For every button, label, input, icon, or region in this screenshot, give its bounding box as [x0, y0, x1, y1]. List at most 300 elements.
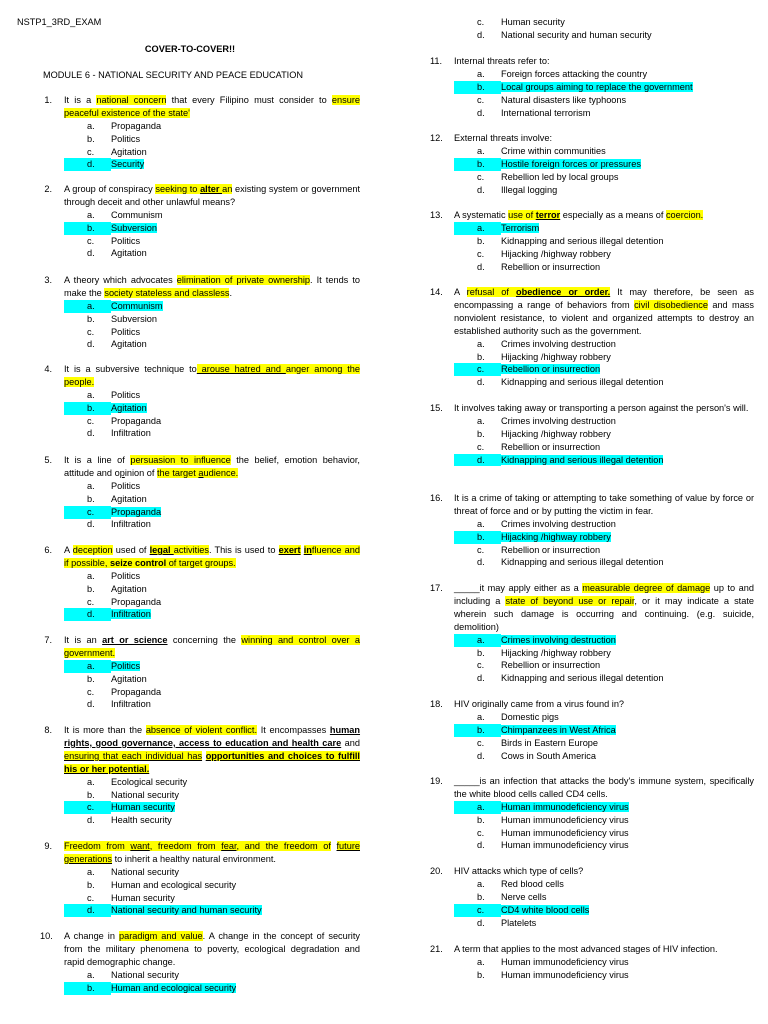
option-text: National security and human security — [501, 29, 652, 40]
option-letter: a. — [64, 660, 111, 673]
answer-option — [64, 506, 360, 519]
answer-option — [64, 300, 360, 313]
question-stem: A change in paradigm and value. A change in the concept of security from the military phenomena to poverty, ecological degradation and rapid demographic change. — [64, 931, 360, 967]
question-item — [430, 775, 754, 852]
option-letter: d. — [477, 917, 485, 928]
answer-option — [64, 776, 360, 789]
answer-option — [454, 376, 754, 389]
answer-option — [454, 659, 754, 672]
option-text: Natural disasters like typhoons — [501, 94, 627, 105]
answer-option — [454, 222, 754, 235]
option-letter: a. — [87, 866, 95, 877]
answer-option — [454, 839, 754, 852]
answer-option — [454, 724, 754, 737]
question-number: 13. — [430, 210, 443, 220]
answer-option — [64, 222, 360, 235]
emphasis: persuasion to influence — [130, 455, 231, 465]
option-letter: a. — [477, 878, 485, 889]
answer-option — [454, 814, 754, 827]
answer-option — [454, 518, 754, 531]
correct-answer-text: National security and human security — [111, 905, 262, 916]
answer-option — [454, 261, 754, 274]
option-text: Rebellion or insurrection — [501, 544, 601, 555]
answer-option — [64, 415, 360, 428]
option-text: Human security — [501, 17, 565, 27]
answer-option — [64, 608, 360, 621]
option-letter: b. — [454, 158, 501, 171]
option-text: Nerve cells — [501, 891, 547, 902]
option-text: Birds in Eastern Europe — [501, 737, 599, 748]
option-letter: c. — [87, 415, 95, 426]
answer-option — [454, 647, 754, 660]
emphasis: winning and control over a government. — [64, 635, 360, 658]
option-letter: d. — [477, 107, 485, 118]
emphasis: coercion. — [665, 210, 704, 220]
emphasis: art or science — [102, 635, 168, 645]
answer-options — [64, 209, 360, 261]
emphasis: Freedom from — [64, 841, 131, 851]
option-letter: a. — [454, 634, 501, 647]
question-stem: HIV attacks which type of cells? — [454, 866, 584, 876]
emphasis: measurable degree of damage — [582, 583, 711, 593]
option-letter: c. — [477, 248, 485, 259]
answer-option — [454, 363, 754, 376]
answer-options — [64, 120, 360, 172]
answer-options — [64, 480, 360, 532]
emphasis: arouse hatred and — [196, 364, 286, 374]
question-stem: A theory which advocates elimination of private ownership. It tends to make the society stateless and classless. — [64, 275, 360, 298]
emphasis: absence of violent conflict. — [145, 725, 257, 735]
answer-option — [64, 493, 360, 506]
question-item — [430, 16, 754, 42]
option-text: Illegal logging — [501, 184, 558, 195]
question-number: 2. — [44, 184, 52, 194]
answer-option — [454, 801, 754, 814]
correct-answer-text: Human immunodeficiency virus — [501, 801, 629, 812]
option-letter: c. — [454, 904, 501, 917]
page-header: NSTP1_3RD_EXAM — [17, 17, 102, 27]
answer-option — [454, 556, 754, 569]
answer-option — [64, 673, 360, 686]
question-item — [40, 930, 360, 995]
question-stem: A term that applies to the most advanced stages of HIV infection. — [454, 944, 718, 954]
answer-option — [454, 711, 754, 724]
answer-option — [454, 750, 754, 763]
option-text: Human immunodeficiency virus — [501, 969, 629, 980]
emphasis: civil disobedience — [634, 299, 708, 310]
answer-option — [454, 878, 754, 891]
answer-options — [454, 801, 754, 853]
answer-options — [454, 338, 754, 390]
option-text: Propaganda — [111, 686, 162, 697]
answer-option — [454, 415, 754, 428]
correct-answer-text: Politics — [111, 660, 141, 671]
answer-option — [64, 801, 360, 814]
option-text: Agitation — [111, 583, 147, 594]
option-letter: d. — [64, 158, 111, 171]
question-item — [40, 274, 360, 351]
option-letter: d. — [64, 608, 111, 621]
option-letter: b. — [64, 402, 111, 415]
question-item — [430, 209, 754, 273]
option-letter: b. — [477, 235, 485, 246]
answer-options — [64, 300, 360, 352]
emphasis: want — [130, 841, 150, 851]
question-item — [40, 363, 360, 440]
option-text: Foreign forces attacking the country — [501, 68, 648, 79]
option-text: Human immunodeficiency virus — [501, 840, 629, 851]
answer-option — [454, 351, 754, 364]
option-text: Crimes involving destruction — [501, 415, 616, 426]
answer-option — [454, 904, 754, 917]
module-title: MODULE 6 - NATIONAL SECURITY AND PEACE EDUCATION — [43, 70, 304, 80]
option-letter: b. — [87, 673, 95, 684]
answer-option — [64, 247, 360, 260]
option-letter: d. — [87, 339, 95, 350]
emphasis: , freedom from — [149, 841, 222, 851]
option-letter: a. — [477, 338, 485, 349]
answer-option — [64, 313, 360, 326]
correct-answer-text: Hostile foreign forces or pressures — [501, 158, 641, 169]
option-text: Crimes involving destruction — [501, 518, 616, 529]
question-item — [430, 492, 754, 569]
question-number: 20. — [430, 866, 443, 876]
option-text: Human and ecological security — [111, 879, 237, 890]
answer-option — [454, 158, 754, 171]
option-letter: d. — [477, 840, 485, 851]
question-stem: It is a line of persuasion to influence the belief, emotion behavior, attitude and opinion of the target audience. — [64, 455, 360, 478]
option-text: Communism — [111, 209, 163, 220]
correct-answer-text: Communism — [111, 300, 163, 311]
emphasis: seeking to — [155, 184, 201, 194]
answer-option — [64, 209, 360, 222]
question-item — [430, 582, 754, 685]
correct-answer-text: Rebellion or insurrection — [501, 364, 601, 375]
answer-options — [454, 956, 754, 982]
option-letter: a. — [87, 389, 95, 400]
option-letter: d. — [87, 699, 95, 710]
option-letter: a. — [87, 570, 95, 581]
answer-option — [454, 29, 754, 42]
option-text: Rebellion or insurrection — [501, 441, 601, 452]
option-letter: d. — [477, 673, 485, 684]
option-text: Rebellion or insurrection — [501, 660, 601, 671]
question-item — [40, 454, 360, 531]
option-text: Hijacking /highway robbery — [501, 428, 611, 439]
answer-option — [454, 891, 754, 904]
emphasis: society stateless and classless — [104, 287, 230, 298]
question-number: 18. — [430, 699, 443, 709]
answer-options — [64, 776, 360, 828]
emphasis: state of beyond use or repair — [505, 595, 635, 606]
question-item — [430, 402, 754, 466]
emphasis: fear — [221, 841, 237, 851]
answer-option — [454, 338, 754, 351]
question-number: 7. — [44, 635, 52, 645]
correct-answer-text: Security — [111, 159, 145, 170]
question-number: 9. — [44, 841, 52, 851]
question-number: 14. — [430, 287, 443, 297]
option-text: Human immunodeficiency virus — [501, 827, 629, 838]
question-number: 21. — [430, 944, 443, 954]
option-letter: b. — [477, 428, 485, 439]
answer-option — [64, 596, 360, 609]
option-letter: b. — [477, 814, 485, 825]
option-text: Crimes involving destruction — [501, 338, 616, 349]
option-text: Human immunodeficiency virus — [501, 956, 629, 967]
answer-option — [64, 389, 360, 402]
option-letter: c. — [477, 544, 485, 555]
option-letter: b. — [477, 351, 485, 362]
answer-option — [64, 879, 360, 892]
answer-option — [64, 814, 360, 827]
answer-options — [64, 969, 360, 995]
option-letter: a. — [87, 480, 95, 491]
emphasis: ensuring that each individual has — [64, 750, 203, 761]
emphasis: , and the freedom of — [236, 841, 331, 851]
question-number: 11. — [430, 56, 443, 66]
emphasis: obedience or order. — [515, 287, 611, 297]
option-letter: a. — [477, 711, 485, 722]
option-letter: d. — [87, 248, 95, 259]
emphasis: paradigm and value — [118, 931, 203, 941]
option-letter: b. — [454, 724, 501, 737]
correct-answer-text: Hijacking /highway robbery — [501, 531, 611, 542]
answer-option — [64, 480, 360, 493]
correct-answer-text: Subversion — [111, 222, 157, 233]
answer-options — [454, 878, 754, 930]
option-letter: b. — [87, 583, 95, 594]
option-letter: a. — [87, 969, 95, 980]
answer-option — [454, 672, 754, 685]
answer-option — [64, 904, 360, 917]
answer-option — [454, 81, 754, 94]
answer-options — [64, 570, 360, 622]
correct-answer-text: CD4 white blood cells — [501, 904, 590, 915]
option-letter: c. — [477, 94, 485, 105]
answer-options — [64, 866, 360, 918]
answer-option — [454, 94, 754, 107]
question-item — [40, 544, 360, 621]
emphasis: of target groups. — [166, 557, 236, 568]
option-letter: c. — [477, 737, 485, 748]
option-letter: a. — [87, 776, 95, 787]
option-letter: c. — [87, 892, 95, 903]
option-letter: c. — [477, 171, 485, 182]
question-stem: It is more than the absence of violent conflict. It encompasses human rights, good governance, access to education and health care and ensuring that each individual has opportunities and choices to fulfill his or her potential. — [64, 725, 361, 774]
option-text: Kidnapping and serious illegal detention — [501, 235, 664, 246]
answer-option — [454, 16, 754, 29]
option-letter: c. — [87, 326, 95, 337]
emphasis: p — [119, 467, 125, 478]
answer-option — [454, 107, 754, 120]
option-letter: d. — [87, 815, 95, 826]
option-letter: a. — [477, 956, 485, 967]
correct-answer-text: Local groups aiming to replace the government — [501, 81, 693, 92]
option-text: Kidnapping and serious illegal detention — [501, 673, 664, 684]
option-letter: b. — [477, 647, 485, 658]
option-letter: b. — [87, 789, 95, 800]
answer-option — [454, 68, 754, 81]
answer-option — [454, 171, 754, 184]
answer-options — [454, 711, 754, 763]
emphasis: terror — [535, 210, 561, 220]
answer-option — [454, 917, 754, 930]
answer-option — [64, 146, 360, 159]
emphasis: anger among the people. — [64, 364, 360, 387]
option-letter: a. — [64, 300, 111, 313]
correct-answer-text: Propaganda — [111, 506, 162, 517]
answer-option — [64, 686, 360, 699]
option-text: National security — [111, 789, 179, 800]
emphasis: human rights, good governance, access to education and health care — [64, 725, 361, 748]
option-text: Politics — [111, 133, 141, 144]
question-stem: Internal threats refer to: — [454, 56, 550, 66]
emphasis: use of — [508, 210, 536, 220]
answer-options — [64, 389, 360, 441]
option-text: Rebellion or insurrection — [501, 261, 601, 272]
answer-options — [454, 634, 754, 686]
answer-option — [64, 660, 360, 673]
option-text: Infiltration — [111, 699, 151, 710]
question-item — [430, 286, 754, 389]
option-text: Health security — [111, 815, 172, 826]
option-letter: a. — [477, 68, 485, 79]
answer-option — [64, 892, 360, 905]
answer-option — [64, 326, 360, 339]
option-text: Hijacking /highway robbery — [501, 351, 611, 362]
option-letter: b. — [64, 222, 111, 235]
question-stem: External threats involve: — [454, 133, 553, 143]
question-number: 8. — [44, 725, 52, 735]
question-stem: A refusal of obedience or order. It may therefore, be seen as encompassing a range of behaviors from civil disobedience and mass nonviolent resistance, to violent and organized attempts to destroy an established authority such as the government. — [454, 287, 754, 336]
answer-option — [64, 969, 360, 982]
option-letter: d. — [477, 29, 485, 40]
option-letter: b. — [87, 133, 95, 144]
option-text: Politics — [111, 570, 141, 581]
option-text: International terrorism — [501, 107, 591, 118]
emphasis: legal — [149, 545, 174, 555]
option-text: Agitation — [111, 146, 147, 157]
option-letter: d. — [87, 519, 95, 530]
question-stem: It involves taking away or transporting a person against the person's will. — [454, 403, 749, 413]
question-item — [40, 724, 360, 827]
option-text: Kidnapping and serious illegal detention — [501, 377, 664, 388]
emphasis: udience. — [203, 467, 239, 478]
option-text: Human security — [111, 892, 175, 903]
option-letter: c. — [87, 596, 95, 607]
answer-option — [454, 531, 754, 544]
emphasis: alter — [200, 184, 223, 194]
option-letter: b. — [87, 879, 95, 890]
question-stem: A group of conspiracy seeking to alter an existing system or government through deceit and other unlawful means? — [64, 184, 360, 207]
answer-option — [454, 544, 754, 557]
answer-option — [64, 982, 360, 995]
answer-option — [454, 827, 754, 840]
option-letter: d. — [477, 261, 485, 272]
option-letter: c. — [87, 146, 95, 157]
question-stem: HIV originally came from a virus found in? — [454, 699, 625, 709]
option-text: Hijacking /highway robbery — [501, 647, 611, 658]
option-letter: c. — [477, 17, 485, 27]
question-number: 5. — [44, 455, 52, 465]
question-number: 17. — [430, 583, 443, 593]
option-letter: a. — [477, 518, 485, 529]
emphasis: a — [198, 467, 204, 478]
question-number: 12. — [430, 133, 443, 143]
option-text: Red blood cells — [501, 878, 564, 889]
option-letter: c. — [64, 801, 111, 814]
option-letter: b. — [454, 81, 501, 94]
answer-option — [64, 570, 360, 583]
option-text: Politics — [111, 480, 141, 491]
option-letter: c. — [87, 686, 95, 697]
question-number: 6. — [44, 545, 52, 555]
answer-options — [454, 518, 754, 570]
question-number: 4. — [44, 364, 52, 374]
answer-option — [454, 248, 754, 261]
option-letter: a. — [477, 145, 485, 156]
emphasis: an — [222, 184, 233, 194]
answer-option — [454, 737, 754, 750]
emphasis: the target — [157, 467, 199, 478]
option-text: Infiltration — [111, 519, 151, 530]
question-item — [40, 634, 360, 711]
document-title: COVER-TO-COVER!! — [144, 44, 236, 54]
answer-option — [64, 158, 360, 171]
option-text: Infiltration — [111, 428, 151, 439]
question-item — [40, 94, 360, 171]
question-item — [430, 865, 754, 929]
emphasis: opportunities and choices to fulfill his or her potential. — [64, 750, 360, 774]
question-number: 3. — [44, 275, 52, 285]
correct-answer-text: Human security — [111, 802, 175, 813]
question-stem: It is a crime of taking or attempting to take something of value by force or threat of force and or by putting the victim in fear. — [454, 493, 754, 516]
option-text: Agitation — [111, 673, 147, 684]
emphasis: activities — [173, 545, 209, 555]
answer-option — [64, 133, 360, 146]
option-letter: a. — [477, 415, 485, 426]
answer-option — [454, 428, 754, 441]
question-item — [430, 132, 754, 196]
answer-option — [454, 184, 754, 197]
emphasis: future generations — [64, 841, 360, 864]
emphasis: fluence and if possible, — [64, 545, 360, 568]
option-letter: d. — [64, 904, 111, 917]
answer-option — [64, 427, 360, 440]
option-text: Agitation — [111, 248, 147, 259]
question-item — [40, 840, 360, 917]
emphasis: refusal of — [466, 287, 516, 297]
answer-option — [64, 338, 360, 351]
answer-options — [454, 222, 754, 274]
option-letter: b. — [64, 982, 111, 995]
answer-options — [454, 145, 754, 197]
question-number: 16. — [430, 493, 443, 503]
option-letter: a. — [87, 120, 95, 131]
option-letter: d. — [477, 184, 485, 195]
option-text: Politics — [111, 326, 141, 337]
question-stem: _____it may apply either as a measurable degree of damage up to and including a state of beyond use or repair, or it may indicate a state wherein such damage is occurring and continuing. (e.g. suicide, demolition) — [454, 583, 755, 632]
answer-option — [64, 120, 360, 133]
question-number: 1. — [44, 95, 52, 105]
emphasis: deception — [72, 545, 113, 555]
option-letter: b. — [87, 493, 95, 504]
question-number: 10. — [40, 931, 53, 941]
emphasis: elimination of private ownership — [176, 275, 311, 285]
question-number: 15. — [430, 403, 443, 413]
option-text: Crime within communities — [501, 145, 606, 156]
